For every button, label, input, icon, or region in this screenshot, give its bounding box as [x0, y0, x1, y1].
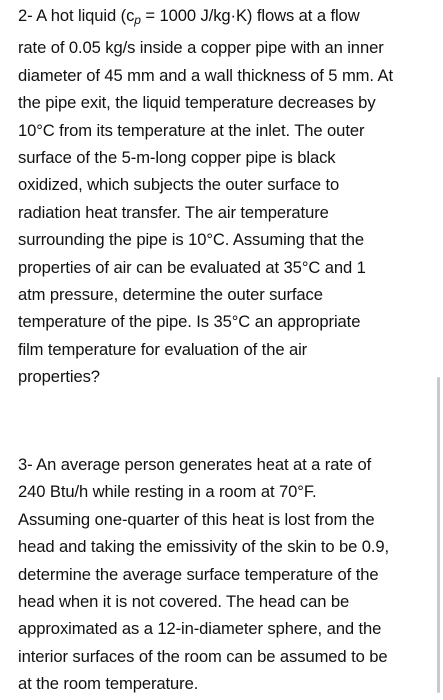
problem-2-line-13: film temperature for evaluation of the air	[18, 339, 308, 359]
problem-3-line-8: interior surfaces of the room can be assumed to be	[18, 646, 388, 666]
problem-2-line-4: the pipe exit, the liquid temperature decreases by	[18, 93, 376, 113]
problem-2-line-12: temperature of the pipe. Is 35°C an appropriate	[18, 312, 361, 332]
problem-3-line-2: 240 Btu/h while resting in a room at 70°F.	[18, 482, 317, 502]
problem-3-line-6: head when it is not covered. The head can be	[18, 592, 350, 612]
problem-2-line-8: radiation heat transfer. The air temperature	[18, 202, 329, 222]
problem-2-line-11: atm pressure, determine the outer surface	[18, 285, 323, 305]
vertical-scrollbar[interactable]	[437, 377, 440, 693]
problem-2-line-2: rate of 0.05 kg/s inside a copper pipe with an inner	[18, 38, 384, 58]
problem-2-line-14: properties?	[18, 367, 100, 387]
problem-3-line-9: at the room temperature.	[18, 674, 199, 694]
problem-3-line-5: determine the average surface temperature of the	[18, 564, 379, 584]
problem-2-line-7: oxidized, which subjects the outer surface to	[18, 175, 340, 195]
problem-3-line-4: head and taking the emissivity of the skin to be 0.9,	[18, 537, 390, 557]
problem-2-line-10: properties of air can be evaluated at 35°C and 1	[18, 257, 366, 277]
problem-2-line-6: surface of the 5-m-long copper pipe is black	[18, 148, 336, 168]
problem-3-line-7: approximated as a 12-in-diameter sphere, and the	[18, 619, 382, 639]
problem-3-line-3: Assuming one-quarter of this heat is lost from the	[18, 509, 375, 529]
problem-2-line-3: diameter of 45 mm and a wall thickness of 5 mm. At	[18, 65, 393, 85]
problem-3-line-1: 3- An average person generates heat at a rate of	[18, 455, 372, 474]
problem-2-line-1: 2- A hot liquid (cp = 1000 J/kg·K) flows at a flow	[18, 6, 360, 27]
problem-2-line-5: 10°C from its temperature at the inlet. The outer	[18, 120, 365, 140]
problem-2-text	[18, 2, 423, 391]
cp-subscript: p	[134, 13, 141, 27]
problem-2-line-9: surrounding the pipe is 10°C. Assuming that the	[18, 230, 365, 250]
problem-3-text	[18, 451, 423, 698]
